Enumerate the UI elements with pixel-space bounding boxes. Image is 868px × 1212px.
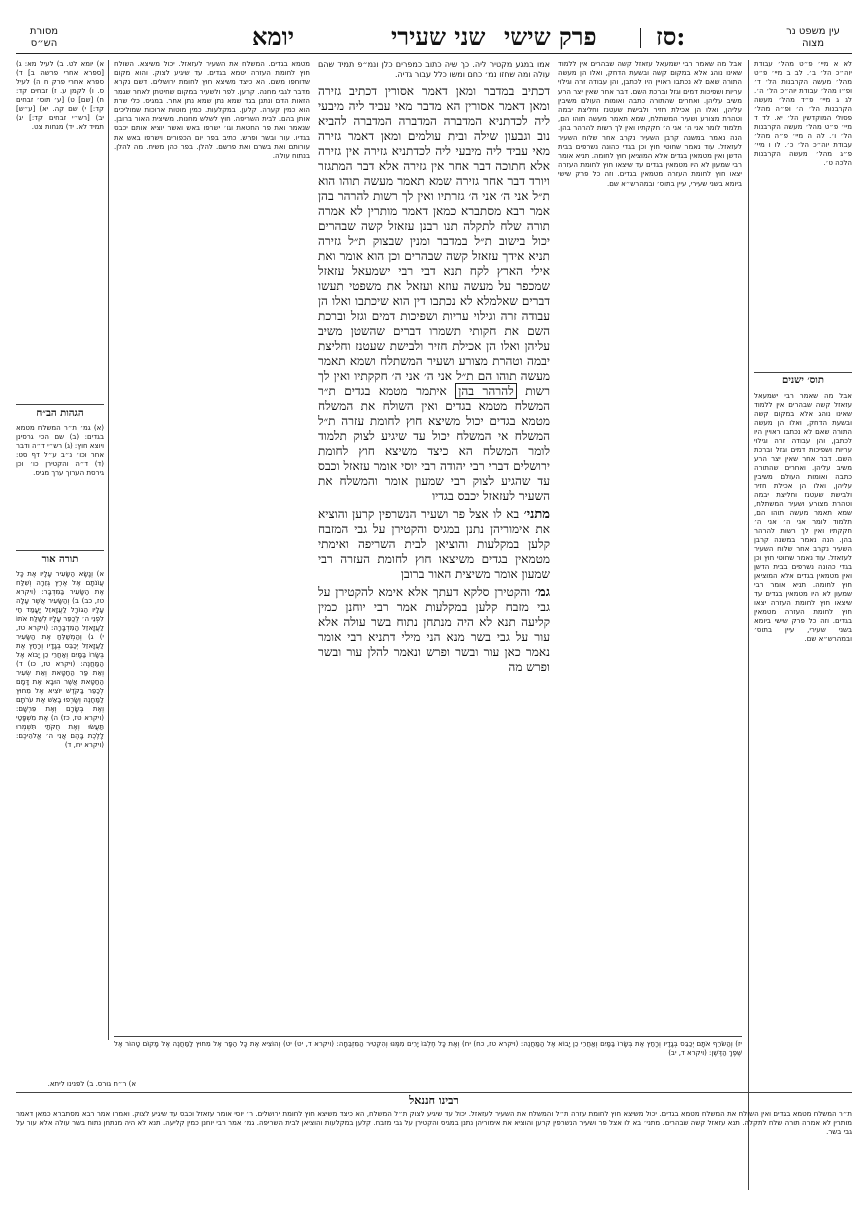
ein-mishpat-text: לא א מיי׳ פ״ט מהל׳ עבודת יוה״כ הל׳ ב׳. לב ב מיי׳ פ״ט מהל׳ מעשה הקרבנות הל׳ ד׳ ופ״ו מהל׳ עבודת יוה״כ הל׳ ה׳. לג ג מיי׳ פ״ד מהל׳ מעשה הקרבנות הל׳ ה׳ ופ״ה מהל׳ פסולי המוקדשין הל׳ יא. לד ד מיי׳ פ״ט מהל׳ מעשה הקרבנות הל׳ ו׳. לה ה מיי׳ פ״ה מהל׳ עבודת יוה״כ הל׳ כ׳. לו ו מיי׳ פ״ג מהל׳ מעשה הקרבנות הלכה ט׳. bbox=[754, 60, 852, 167]
masoret-text: א) יומא לט. ב) לעיל מא: ג) [ספרא אחרי פרשה ב] ד) ספרא אחרי פרק ח ה) לעיל ס. ו) לקמן ע. ז) זבחים קד: ח) [שם] ט) [ע׳ תוס׳ זבחים קד:] י) שם קה. יא) [ע״ש] יב) [רש״י זבחים קד:] יג) תמיד לא. יד) מנחות צט. bbox=[16, 60, 104, 131]
tosafot-inner-text: אבל מה שאמר רבי ישמעאל עזאזל קשה שבהרים אין ללמוד שאינו נוהג אלא במקום קשה ובשעת הדחק, ואלו הן מעשה התורה שאם לא נכתבו ראויין היו לכתבן, והן עבודה זרה וגילוי עריות ושפיכות דמים וגזל וברכת השם. דבר אחר שאין יצר הרע משיב עליהן. ואחרים שהתורה כתבה ואומות העולם משיבין עליהן, ואלו הן אכילת חזיר ולבישת שעטנז וחליצת יבמה וטהרת מצורע ושעיר המשתלח, שמא תאמר מעשה תוהו הם, תלמוד לומר אני ה׳ אני ה׳ חקקתיו ואין לך רשות להרהר בהן. הנה נאמר במשנה קרבן השעיר נקרב אחר שלוח השעיר לעזאזל. עוד נאמר שחוטי חוץ וכן בגדי כהונה נשרפים בבית הדשן ואין מטמאין בגדים אלא המוציאן חוץ לחומה. תניא אומר רבי שמעון לא היו מטמאין בגדים עד שיצאו חוץ לחומת העזרה יצאו חוץ לחומת העזרה מטמאין בגדים. וזה כל פרק שישי ביומא בשני שעירי, עיין בתוס׳ ובמהרש״א שם. bbox=[558, 60, 742, 188]
gemara-main-text: דכתיב במדבר ומאן דאמר אסורין דכתיב גזירה ומאן דאמר אסורין הא מדבר מאי עביד ליה מיבעי ליה לכדתניא המדברה המדברה המדברה להביא נוב וגבעון שילה ובית עולמים ומאן דאמר גזירה מאי עביד ליה מיבעי ליה לכדתניא גזירה אין גזירה אלא חתוכה דבר אחר אין גזירה אלא דבר המתגזר ויורד דבר אחר גזירה שמא תאמר מעשה תוהו הוא ת״ל אני ה׳ אני ה׳ גזרתיו ואין לך רשות להרהר בהן אמר רבא מסתברא כמאן דאמר מותרין לא אמרה תורה שלח לתקלה תנו רבנן עזאזל קשה שבהרים יכול בישוב ת״ל במדבר ומנין שבצוק ת״ל גזירה תניא אידך עזאזל קשה שבהרים וכן הוא אומר ואת אילי הארץ לקח תנא דבי רבי ישמעאל עזאזל שמכפר על מעשה עוזא ועזאל את משפטי תעשו דברים שאלמלא לא נכתבו דין הוא שיכתבו ואלו הן עבודה זרה וגילוי עריות ושפיכות דמים וגזל וברכת השם את חקותי תשמרו דברים שהשטן משיב עליהן ואלו הן אכילת חזיר ולבישת שעטנז וחליצת יבמה וטהרת מצורע ושעיר המשתלח ושמא תאמר מעשה תוהו הם ת״ל אני ה׳ אני ה׳ חקקתיו ואין לך רשות bbox=[318, 84, 550, 398]
bottom-notes-divider bbox=[114, 1036, 742, 1037]
masoret-divider bbox=[16, 404, 104, 405]
header-ein-mishpat-label: עין משפט נר מצוה bbox=[786, 26, 840, 49]
page-header bbox=[16, 22, 852, 54]
rashi-text: מטמא בגדים. המשלח את השעיר לעזאזל. יכול משיצא. השולח חוץ לחומת העזרה יטמא בגדים. עד שיגיע לצוק. והוא מקום שדוחפו משם. הא כיצד משיצא חוץ לחומת ירושלים. דשם נקרא מדבר לגבי מחנה. קרען. לפר ולשעיר במקום שחיטתן לאחר שגמר הזאות הדם ונתנן בגד שמא נתן שמא נתן אחר. במגיס. כלי שרת הוא כמין קערה. קלען. במקלעות. כמין מוטות ארוכות שמוליכים אותן בהם. לבית השריפה. חוץ לשלש מחנות. משיצית האור ברובן. שנאמר ואת פר החטאת וגו׳ ישרפו באש ואשר יוציא אותם יכבס בגדיו. עור ובשר ופרש. כתיב בפר יום הכפורים וישרפו באש את עורותם ואת בשרם ואת פרשם. להלן. בפר כהן משיח. מה להלן. בנתוח עולה. bbox=[114, 60, 310, 161]
rabbeinu-chananel-text: ת״ר המשלח מטמא בגדים ואין השולח את המשלח מטמא בגדים. יכול משיצא חוץ לחומת עזרה ת״ל והמשלח את השעיר לעזאזל. יכול עד שיגיע לצוק ת״ל המשלח, הא כיצד משיצא חוץ לחומת ירושלים. ר׳ יוסי אומר עזאזל וכבס עד שיגיע לצוק. ואמרו אמר רבא מסתברא כמאן דאמר מותרין לא אמרה תורה שלח לתקלה. תנא עזאזל קשה שבהרים. מתני׳ בא לו אצל פר ושעיר הנשרפין קרען והוציא את אימוריהן נתנן במגיס והקטירן על גבי מזבח. קלען במקלעות והוציאן לבית השריפה. גמ׳ אמר רבי יוחנן כמין קליעה. תנא לא היה מנתחן נתוח בשר עולה אלא עור על גבי בשר. bbox=[16, 1110, 852, 1136]
header-masoret-label: מסורת הש״ס bbox=[29, 26, 59, 49]
bottom-notes-text: יז) וְהַשֹּׂרֵף אֹתָם יְכַבֵּס בְּגָדָיו וְרָחַץ אֶת בְּשָׂרוֹ בַּמָּיִם וְאַחֲרֵי כֵן יָבוֹא אֶל הַמַּחֲנֶה: (ויקרא טז, כח) יח) וְאֶת כָּל חֶלְבּוֹ יָרִים מִמֶּנּוּ וְהִקְטִיר הַמִּזְבֵּחָה: (ויקרא ד, יט) יט) וְהוֹצִיא אֶת כָּל הַפָּר אֶל מִחוּץ לַמַּחֲנֶה אֶל מָקוֹם טָהוֹר אֶל שֶׁפֶךְ הַדֶּשֶׁן: (ויקרא ד, יב) bbox=[114, 1040, 742, 1057]
hagahot-column bbox=[16, 424, 104, 544]
gemara-intro: אמו במגע מקטיר ליה. כך שיה כתוב כמפרים כלן ונמ״פ תמיד שהם עולה ומה שחזו נמ׳ כחם ומשו כלל עבור גדיה. bbox=[318, 60, 550, 79]
header-divider bbox=[640, 28, 641, 48]
footnote: א) ר״ח גורס. ב) לפנינו ליתא. bbox=[47, 1080, 136, 1088]
chananel-divider bbox=[16, 1092, 852, 1093]
rabbeinu-chananel-title: רבינו חננאל bbox=[409, 1094, 459, 1107]
right-margin-rule bbox=[748, 60, 749, 1190]
left-margin-rule bbox=[108, 60, 109, 1040]
daf-number: סז: bbox=[656, 22, 686, 51]
tosafot-title: תוס׳ ישנים bbox=[782, 375, 824, 386]
gemara-column bbox=[318, 60, 550, 1000]
ein-mishpat-divider bbox=[754, 372, 852, 373]
gemara-tag: גמ׳ bbox=[535, 585, 550, 600]
chapter-title: פרק שישי bbox=[504, 22, 597, 51]
header-rule bbox=[16, 53, 852, 54]
mishna-text: בא לו אצל פר ושעיר הנשרפין קרען והוציא את אימוריהן נתנן במגיס והקטירן על גבי המזבח קלען במקלעות והוציאן לבית השריפה ואימתי מטמאין בגדים משיצאו חוץ לחומת העזרה רבי שמעון אומר משיצית האור ברובן bbox=[318, 507, 550, 581]
gemara-main-text-2: איתמר מטמא בגדים ת״ר המשלח מטמא בגדים ואין השולח את המשלח מטמא בגדים יכול משיצא חוץ לחומת עזרה ת״ל המשלח אי המשלח יכול עד שיגיע לצוק תלמוד לומר המשלח הא כיצד משיצא חוץ לחומת ירושלים דברי רבי יהודה רבי יוסי אומר עזאזל וכבס עד שהגיע לצוק רבי שמעון אומר והמשלח את השעיר לעזאזל יכבס בגדיו bbox=[318, 384, 550, 503]
ein-mishpat-column bbox=[754, 60, 852, 370]
hagahot-divider bbox=[16, 550, 104, 551]
masoret-column bbox=[16, 60, 104, 400]
mishna-tag: מתני׳ bbox=[523, 507, 550, 522]
torah-or-column bbox=[16, 570, 104, 1040]
gemara-text-2: והקטירן סלקא דעתך אלא אימא להקטירן על גבי מזבח קלען במקלעות אמר רבי יוחנן כמין קליעה תנא לא היה מנתחן נתוח בשר עולה אלא עור על גבי בשר מנא הני מילי דתניא רבי אומר נאמר כאן עור ובשר ופרש ונאמר להלן עור ובשר ופרש מה bbox=[318, 585, 550, 674]
gemara-boxed-phrase: להרהר בהן bbox=[455, 383, 516, 399]
bottom-notes bbox=[114, 1040, 742, 1080]
tractate-title: יומא bbox=[252, 22, 295, 51]
tosafot-inner-column bbox=[558, 60, 742, 1000]
tosafot-column bbox=[754, 392, 852, 1192]
hagahot-title: הגהות הב״ח bbox=[36, 408, 84, 419]
rabbeinu-chananel-column bbox=[16, 1110, 852, 1200]
tosafot-text: אבל מה שאמר רבי ישמעאל עזאזל קשה שבהרים אין ללמוד שאינו נוהג אלא במקום קשה ובשעת הדחק, ואלו הן מעשה התורה שאם לא נכתבו ראויין היו לכתבן, והן עבודה זרה וגילוי עריות ושפיכות דמים וגזל וברכת השם. דבר אחר שאין יצר הרע משיב עליהן. ואחרים שהתורה כתבה ואומות העולם משיבין עליהן, ואלו הן אכילת חזיר ולבישת שעטנז וחליצת יבמה וטהרת מצורע ושעיר המשתלח, שמא תאמר מעשה תוהו הם, תלמוד לומר אני ה׳ אני ה׳ חקקתיו ואין לך רשות להרהר בהן. הנה נאמר במשנה קרבן השעיר נקרב אחר שלוח השעיר לעזאזל. עוד נאמר שחוטי חוץ וכן בגדי כהונה נשרפים בבית הדשן ואין מטמאין בגדים אלא המוציאן חוץ לחומה. תניא אומר רבי שמעון לא היו מטמאין בגדים עד שיצאו חוץ לחומת העזרה יצאו חוץ לחומת העזרה מטמאין בגדים. וזה כל פרק שישי ביומא בשני שעירי, עיין בתוס׳ ובמהרש״א שם. bbox=[754, 392, 852, 643]
hagahot-text: (א) גמ׳ ת״ר המשלח מטמא בגדים: (ב) שם הכי גרסינן ויוצא חוץ: (ג) רש״י ד״ה ודבר אחר וכו׳ נ״ב ע״ל דף סט: (ד) ד״ה והקטירן כו׳ וכן גירסת הערוך ערך מגיס. bbox=[16, 424, 104, 477]
torah-or-text: א) וְנָשָׂא הַשָּׂעִיר עָלָיו אֶת כָּל עֲוֹנֹתָם אֶל אֶרֶץ גְּזֵרָה וְשִׁלַּח אֶת הַשָּׂעִיר בַּמִּדְבָּר: (ויקרא טז, כב) ב) וְהַשָּׂעִיר אֲשֶׁר עָלָה עָלָיו הַגּוֹרָל לַעֲזָאזֵל יָעֳמַד חַי לִפְנֵי ה׳ לְכַפֵּר עָלָיו לְשַׁלַּח אֹתוֹ לַעֲזָאזֵל הַמִּדְבָּרָה: (ויקרא טז, י) ג) וְהַמְשַׁלֵּחַ אֶת הַשָּׂעִיר לַעֲזָאזֵל יְכַבֵּס בְּגָדָיו וְרָחַץ אֶת בְּשָׂרוֹ בַּמָּיִם וְאַחֲרֵי כֵן יָבוֹא אֶל הַמַּחֲנֶה: (ויקרא טז, כו) ד) וְאֵת פַּר הַחַטָּאת וְאֵת שְׂעִיר הַחַטָּאת אֲשֶׁר הוּבָא אֶת דָּמָם לְכַפֵּר בַּקֹּדֶשׁ יוֹצִיא אֶל מִחוּץ לַמַּחֲנֶה וְשָׂרְפוּ בָאֵשׁ אֶת עֹרֹתָם וְאֶת בְּשָׂרָם וְאֶת פִּרְשָׁם: (ויקרא טז, כז) ה) אֶת מִשְׁפָּטַי תַּעֲשׂוּ וְאֶת חֻקֹּתַי תִּשְׁמְרוּ לָלֶכֶת בָּהֶם אֲנִי ה׳ אֱלֹהֵיכֶם: (ויקרא יח, ד) bbox=[16, 570, 104, 749]
rashi-column bbox=[114, 60, 310, 1000]
chapter-name: שני שעירי bbox=[391, 22, 486, 51]
torah-or-title: תורה אור bbox=[41, 554, 79, 565]
